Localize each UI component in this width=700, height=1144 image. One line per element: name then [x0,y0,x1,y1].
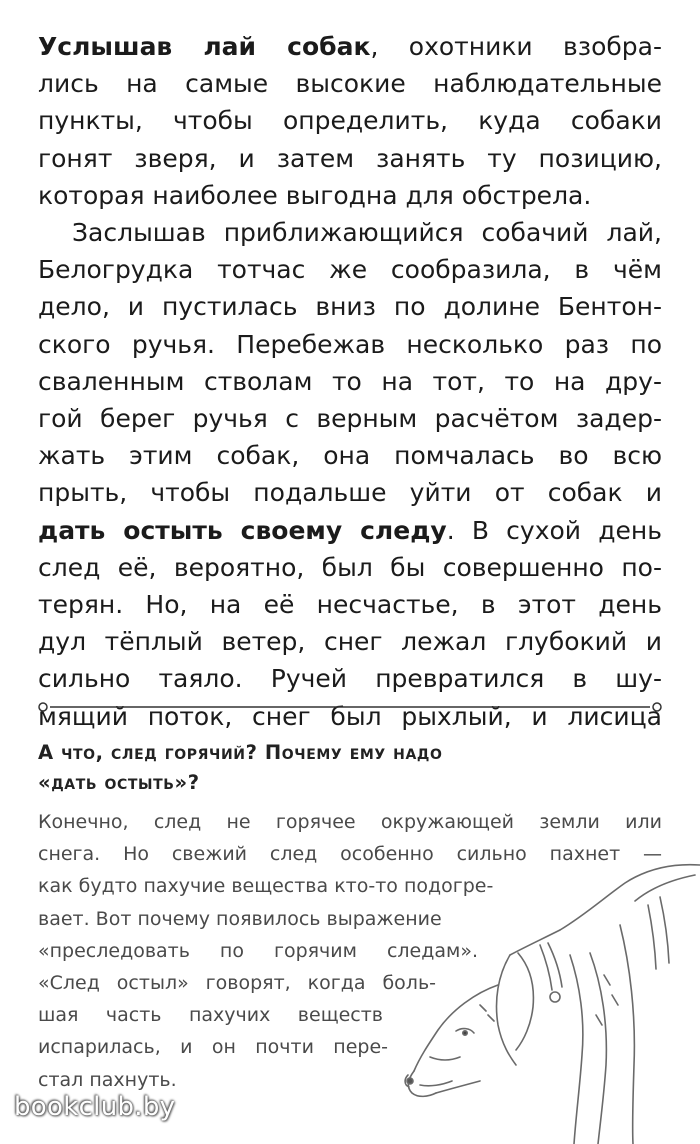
question-line: «дать остыть»? [38,771,200,794]
question-heading [38,738,662,798]
section-divider [38,700,662,714]
answer-line: испарилась, и он почти пере- [38,1036,388,1059]
text-line: сваленным стволам то на тот, то на дру- [38,366,662,396]
watermark: bookclub.by [14,1092,176,1122]
text-line: дать остыть своему следу. В сухой день [38,515,662,545]
text-line: лись на самые высокие наблюдательные [38,69,662,99]
text-line: жать этим собак, она помчалась во всю [38,441,662,471]
text-line: Белогрудка тотчас же сообразила, в чём [38,255,662,285]
answer-line: снега. Но свежий след особенно сильно пахнет — [38,843,662,866]
text-line: гой берег ручья с верным расчётом задер- [38,404,662,434]
text-line: Услышав лай собак, охотники взобра- [38,32,662,61]
text-line: дул тёплый ветер, снег лежал глубокий и [38,627,662,657]
text-line: прыть, чтобы подальше уйти от собак и [38,478,662,508]
text-line: мящий поток, снег был рыхлый, и лисица [38,701,662,731]
text-line: терян. Но, на её несчастье, в этот день [38,590,662,620]
text-line: которая наиболее выгодна для обстрела. [38,180,592,210]
main-paragraph [38,28,662,735]
answer-line: стал пахнуть. [38,1068,177,1091]
dog-sketch-icon [390,835,700,1144]
text-line: гонят зверя, и затем занять ту позицию, [38,143,662,173]
bold-phrase: дать остыть своему следу [38,515,447,545]
text-line: сильно таяло. Ручей превратился в шу- [38,664,662,694]
text-line: след её, вероятно, был бы совершенно по- [38,552,662,582]
answer-line: «След остыл» говорят, когда боль- [38,972,436,995]
text-line: дело, и пустилась вниз по долине Бентон- [38,292,662,322]
answer-line: вает. Вот почему появилось выражение [38,907,442,930]
bold-phrase: Услышав лай собак [38,32,371,61]
answer-line: Конечно, след не горячее окружающей земли или [38,811,662,833]
answer-line: шая часть пахучих веществ [38,1004,383,1027]
text-line: пункты, чтобы определить, куда собаки [38,106,662,136]
text-line: Заслышав приближающийся собачий лай, [72,218,662,248]
answer-line: как будто пахучие вещества кто-то подогре- [38,875,494,898]
question-line: А что, след горячий? Почему ему надо [38,741,443,764]
text-line: ского ручья. Перебежав несколько раз по [38,329,662,359]
answer-line: «преследовать по горячим следам». [38,939,478,962]
